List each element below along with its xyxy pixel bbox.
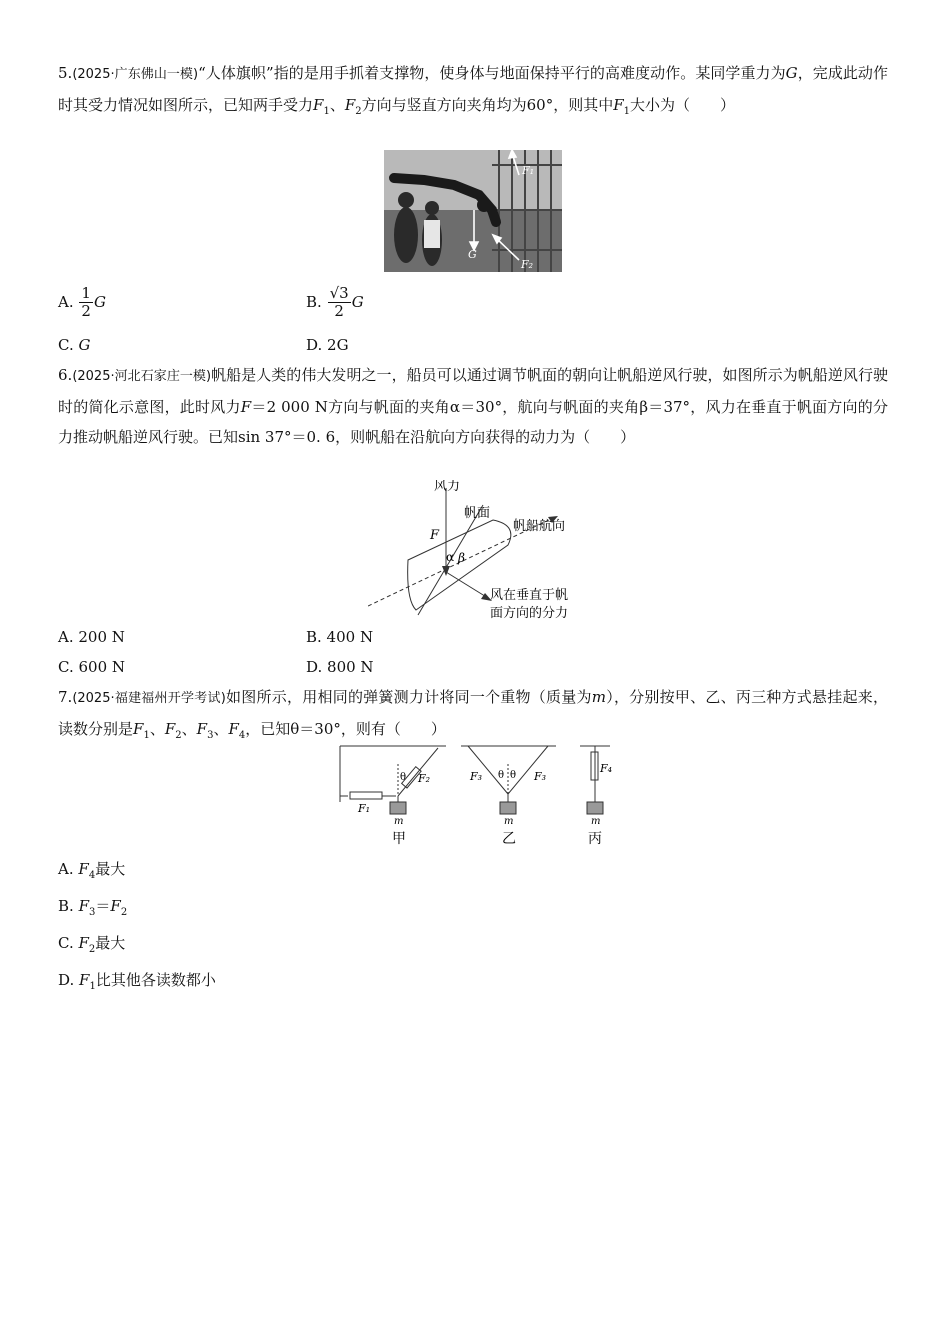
q5-option-b[interactable]: B. $\frac{√3}{2}$ G — [306, 283, 364, 320]
perp-label-2: 面方向的分力 — [490, 606, 569, 621]
mass-label: m — [591, 816, 601, 827]
sailboat-diagram — [368, 480, 588, 622]
question-source: (2025·福建福州开学考试) — [72, 691, 226, 706]
q6-option-d[interactable]: D. 800 N — [306, 658, 374, 676]
q5-options-row2 — [58, 330, 888, 360]
q7-option-d[interactable]: D. $F_1$比其他各读数都小 — [58, 971, 216, 992]
f3-label-left: F₃ — [470, 770, 483, 783]
question-5-stem: 5.(2025·广东佛山一模)“人体旗帜”指的是用手抓着支撑物，使身体与地面保持平行的高难度动作。某同学重力为G，完成此动作时其受力情况如图所示，已知两手受力$F_1$、$F_2$方向与竖直方向夹角均为60°，则其中$F_1$大小为（ ） — [58, 64, 888, 117]
question-7-stem: 7.(2025·福建福州开学考试)如图所示，用相同的弹簧测力计将同一个重物（质量为m），分别按甲、乙、丙三种方式悬挂起来，读数分别是$F_1$、$F_2$、$F_3$、$F_4$，已知θ＝30°，则有（ ） — [58, 688, 888, 741]
g-label: G — [468, 248, 477, 261]
spring-scale-diagram — [338, 744, 618, 854]
q6-option-c[interactable]: C. 600 N — [58, 658, 126, 676]
question-number: 5. — [58, 64, 73, 82]
mass-label: m — [394, 816, 404, 827]
theta-label-right: θ — [510, 770, 517, 781]
heading-label: 帆船航向 — [513, 519, 566, 534]
beta-label: β — [458, 551, 465, 565]
question-source: (2025·广东佛山一模) — [72, 67, 199, 82]
alpha-label: α — [446, 550, 455, 564]
diagram-yi: 乙 — [502, 831, 516, 847]
q7-option-c[interactable]: C. $F_2$最大 — [58, 934, 126, 955]
q6-options-row1 — [58, 622, 888, 652]
q5-option-c[interactable]: C. G — [58, 336, 91, 354]
wind-label: 风力 — [434, 480, 461, 494]
perp-label-1: 风在垂直于帆 — [490, 588, 569, 603]
f4-label: F₄ — [600, 762, 613, 775]
q7-option-a[interactable]: A. $F_4$最大 — [58, 860, 126, 881]
mass-label: m — [504, 816, 514, 827]
sail-label: 帆面 — [464, 506, 491, 521]
q6-option-a[interactable]: A. 200 N — [58, 628, 125, 646]
question-6-stem: 6.(2025·河北石家庄一模)帆船是人类的伟大发明之一，船员可以通过调节帆面的朝向让帆船逆风行驶，如图所示为帆船逆风行驶时的简化示意图，此时风力F＝2 000 N方向与帆面的夹角α＝30°，航向与帆面的夹角β＝37°，风力在垂直于帆面方向的分力推动帆船逆风行驶。已知sin 37°＝0. 6，则帆船在沿航向方向获得的动力为（ ） — [58, 366, 888, 446]
theta-label: θ — [400, 772, 407, 783]
question-number: 6. — [58, 366, 73, 384]
human-flag-photo — [384, 150, 562, 272]
theta-label-left: θ — [498, 770, 505, 781]
q5-option-d[interactable]: D. 2G — [306, 336, 349, 354]
f3-label-right: F₃ — [534, 770, 547, 783]
f2-label: F₂ — [418, 772, 431, 785]
q7-option-b[interactable]: B. $F_3=F_2$ — [58, 897, 128, 918]
f1-label: F₁ — [358, 802, 371, 815]
q5-options-row1 — [58, 276, 888, 328]
f1-label: F₁ — [522, 164, 535, 177]
fraction: $\frac{√3}{2}$ — [329, 283, 349, 320]
question-source: (2025·河北石家庄一模) — [72, 369, 212, 384]
q6-option-b[interactable]: B. 400 N — [306, 628, 374, 646]
force-label: F — [430, 528, 440, 543]
fraction: $\frac{1}{2}$ — [81, 283, 91, 320]
diagram-jia: 甲 — [392, 831, 406, 847]
f2-label: F₂ — [521, 258, 534, 271]
q5-option-a[interactable]: A. $\frac{1}{2}$ G — [58, 283, 106, 320]
worksheet-page — [58, 58, 888, 1002]
question-number: 7. — [58, 688, 73, 706]
diagram-bing: 丙 — [588, 831, 602, 847]
q6-options-row2 — [58, 652, 888, 682]
